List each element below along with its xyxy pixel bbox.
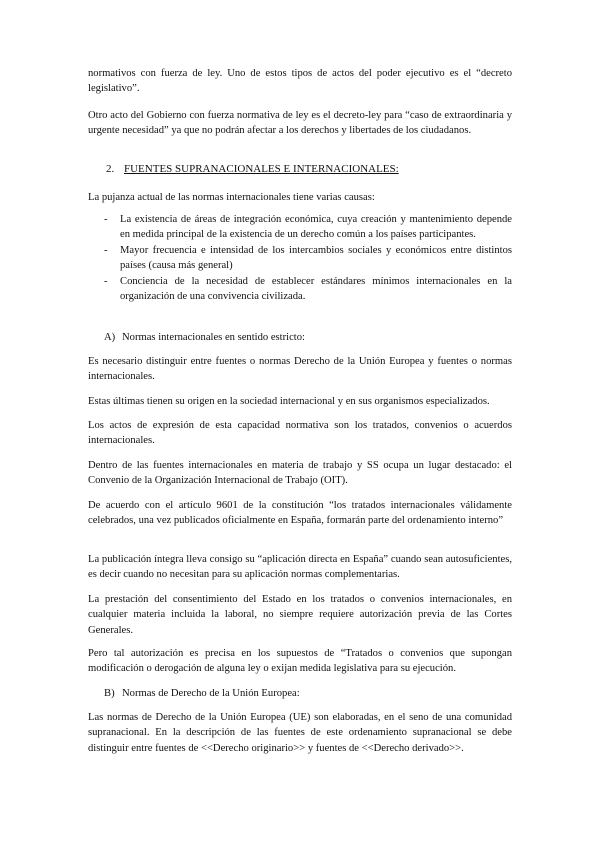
subsection-a-letter: A) <box>104 332 116 343</box>
dash-mark: - <box>104 244 108 256</box>
list-item <box>0 274 512 305</box>
paragraph-a-3: Los actos de expresión de esta capacidad normativa son los tratados, convenios o acuerdos internacionales. <box>88 420 512 447</box>
causes-list <box>0 212 600 304</box>
list-item-text: Mayor frecuencia e intensidad de los intercambios sociales y económicos entre distintos países (causa más general) <box>120 244 512 272</box>
section-2-number: 2. <box>106 163 115 175</box>
list-item <box>0 212 512 243</box>
paragraph-b-1: Las normas de Derecho de la Unión Europea (UE) son elaboradas, en el seno de una comunidad supranacional. En la descripción de las fuentes de este ordenamiento supranacional se debe distinguir entre fuentes de <<Derecho originario>> y fuentes de <<Derecho derivado>>. <box>88 712 512 754</box>
list-item-text: La existencia de áreas de integración económica, cuya creación y mantenimiento depende en medida principal de la existencia de un derecho común a los países participantes. <box>120 214 512 241</box>
section-2-title: FUENTES SUPRANACIONALES E INTERNACIONALES: <box>124 163 399 175</box>
intro-paragraph: La pujanza actual de las normas internacionales tiene varias causas: <box>88 192 375 203</box>
paragraph-a-5: De acuerdo con el artículo 9601 de la constitución “los tratados internacionales válidamente celebrados, una vez publicados oficialmente en España, formarán parte del ordenamiento interno” <box>88 500 512 527</box>
subsection-a-heading <box>0 330 393 345</box>
paragraph-top-2: Otro acto del Gobierno con fuerza normativa de ley es el decreto-ley para “caso de extraordinaria y urgente necesidad” ya que no podrán afectar a los derechos y libertades de los ciudadanos. <box>88 110 512 137</box>
paragraph-a-2: Estas últimas tienen su origen en la sociedad internacional y en sus organismos especializados. <box>88 396 490 407</box>
paragraph-a-1: Es necesario distinguir entre fuentes o normas Derecho de la Unión Europea y fuentes o normas internacionales. <box>88 356 512 383</box>
subsection-b-title: Normas de Derecho de la Unión Europea: <box>122 688 300 699</box>
list-item-text: Conciencia de la necesidad de establecer estándares mínimos internacionales en la organización de una convivencia civilizada. <box>120 275 512 303</box>
paragraph-a-8: Pero tal autorización es precisa en los supuestos de “Tratados o convenios que supongan modificación o derogación de alguna ley o exijan medida legislativa para su ejecución. <box>88 648 512 675</box>
subsection-b-heading <box>0 686 388 701</box>
dash-mark: - <box>104 275 108 287</box>
section-2-heading <box>0 162 487 177</box>
paragraph-a-6: La publicación íntegra lleva consigo su “aplicación directa en España” cuando sean autosuficientes, es decir cuando no necesitan para su aplicación normas complementarias. <box>88 554 512 581</box>
paragraph-a-4: Dentro de las fuentes internacionales en materia de trabajo y SS ocupa un lugar destacado: el Convenio de la Organización Internacional de Trabajo (OIT). <box>88 460 512 487</box>
list-item <box>0 243 512 274</box>
paragraph-a-7: La prestación del consentimiento del Estado en los tratados o convenios internacionales, en cualquier materia incluida la laboral, no siempre requiere autorización previa de las Cortes Generales. <box>88 594 512 636</box>
subsection-b-letter: B) <box>104 688 115 699</box>
paragraph-top-1: normativos con fuerza de ley. Uno de estos tipos de actos del poder ejecutivo es el “decreto legislativo”. <box>88 68 512 95</box>
subsection-a-title: Normas internacionales en sentido estricto: <box>122 332 305 343</box>
dash-mark: - <box>104 214 108 225</box>
